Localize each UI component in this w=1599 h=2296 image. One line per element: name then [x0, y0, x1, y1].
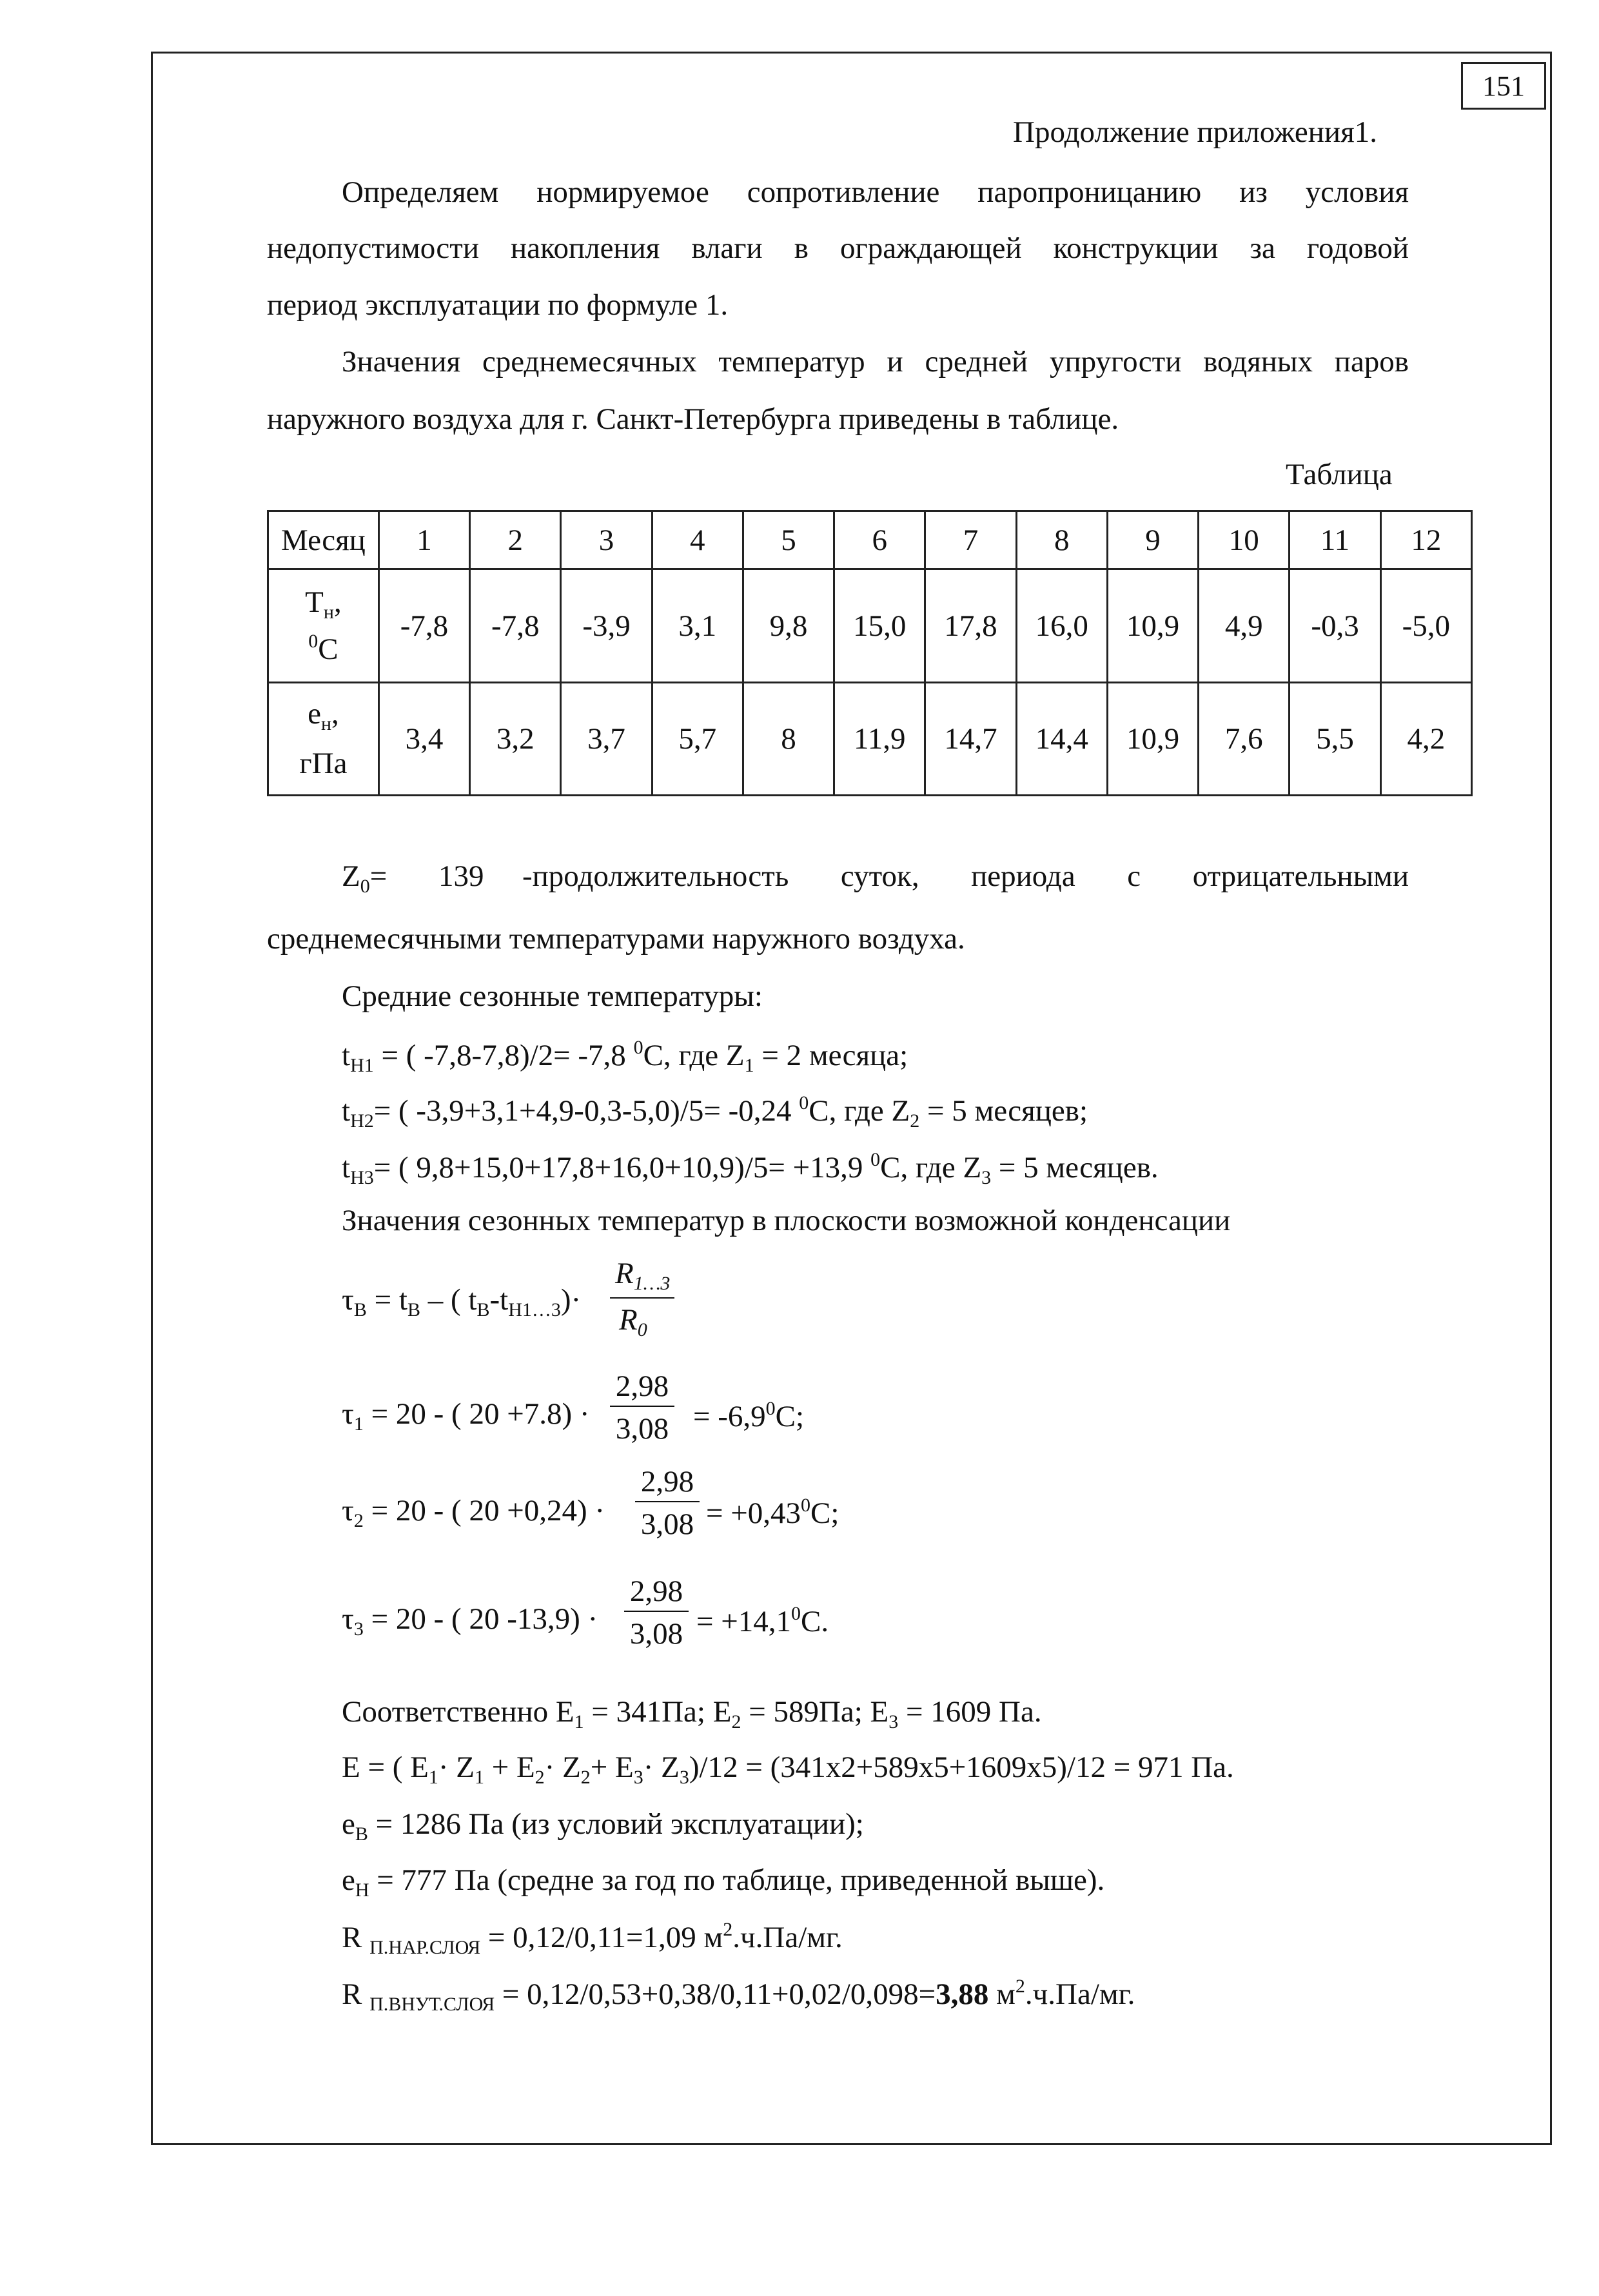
- para2-line1: Значения среднемесячных температур и средней упругости водяных паров: [342, 345, 1409, 378]
- temperature-cell: 9,8: [743, 569, 834, 683]
- temperature-cell: -7,8: [378, 569, 469, 683]
- month-cell: 10: [1199, 511, 1290, 569]
- temperature-cell: -3,9: [561, 569, 652, 683]
- month-cell: 4: [652, 511, 743, 569]
- vapor-pressure-cell: 5,5: [1290, 683, 1380, 796]
- tau2-result: = $+0,43^0С$;: [706, 1495, 839, 1530]
- climate-table: [267, 510, 1473, 796]
- month-cell: 3: [561, 511, 652, 569]
- tau1-fraction: 2,98 3,08: [610, 1371, 674, 1449]
- month-cell: 8: [1016, 511, 1107, 569]
- temperature-cell: 4,9: [1199, 569, 1290, 683]
- vapor-pressure-cell: 11,9: [834, 683, 925, 796]
- page-number: 151: [1461, 62, 1546, 110]
- month-cell: 5: [743, 511, 834, 569]
- tau2-expression: $\tau_2 = 20$ - ( 20 +0,24) ·: [342, 1494, 605, 1531]
- temperature-cell: -5,0: [1380, 569, 1471, 683]
- tau3-expression: $\tau_3 = 20$ - ( 20 -13,9) ·: [342, 1602, 598, 1640]
- outer-vapor-pressure: $е_Н = 777$ Па (средне за год по таблице, приведенной выше).: [342, 1863, 1105, 1901]
- fraction-bar: [635, 1501, 700, 1502]
- fraction-bar: [610, 1297, 674, 1299]
- saturation-pressures: Соответственно $E_1 = 341Па$; $E_2 = 589Па$; $E_3 = 1609$ Па.: [342, 1695, 1042, 1732]
- temperature-cell: 15,0: [834, 569, 925, 683]
- para2-line2: наружного воздуха для г. Санкт-Петербурга приведены в таблице.: [267, 402, 1119, 436]
- mean-saturation-pressure: E = ( $E_1\cdot Z_1 + E_2\cdot Z_2+ E_3\cdot Z_3)/12 = (341x2+589x5+1609x5)/12 = 971$ Па.: [342, 1751, 1234, 1788]
- vapor-pressure-cell: 3,2: [470, 683, 561, 796]
- table-caption: Таблица: [1286, 458, 1393, 491]
- vapor-pressure-cell: 8: [743, 683, 834, 796]
- fraction-bar: [624, 1611, 689, 1612]
- fraction-bar: [610, 1406, 674, 1407]
- general-formula-lhs: $\tau_В = t_В$ – ( $t_В-t_{Н1\dots 3})\cdot$: [342, 1283, 582, 1320]
- para1-line1: Определяем нормируемое сопротивление паропроницанию из условия: [342, 175, 1409, 209]
- season-temp-2: $t_{Н2}=$ ( -3,9+3,1+4,9-0,3-5,0)/5= -0,24 $^0$С, где $Z_2 = 5$ месяцев;: [342, 1092, 1088, 1132]
- month-cell: 2: [470, 511, 561, 569]
- para1-line2: недопустимости накопления влаги в ограждающей конструкции за годовой: [267, 231, 1409, 265]
- z0-value: 139: [438, 859, 484, 893]
- temperature-cell: 3,1: [652, 569, 743, 683]
- vapor-pressure-cell: 10,9: [1107, 683, 1198, 796]
- appendix-header: Продолжение приложения1.: [1013, 115, 1377, 149]
- season-temp-1: $t_{Н1}$ = ( -7,8-7,8)/2= -7,8 $^0$С, где $Z_1 = 2$ месяца;: [342, 1037, 908, 1076]
- temperature-header: $Т_н$, $^0$С: [268, 569, 379, 683]
- outer-layer-resistance: R $_{П.НАР.СЛОЯ}$ = 0,12/0,11=1,09 $м^2.ч.Па/мг$.: [342, 1919, 843, 1958]
- z0-description: -продолжительность суток, периода с отрицательными: [522, 859, 1409, 893]
- vapor-pressure-cell: 4,2: [1380, 683, 1471, 796]
- para1-line3: период эксплуатации по формуле 1.: [267, 288, 729, 322]
- condensation-title: Значения сезонных температур в плоскости возможной конденсации: [342, 1204, 1231, 1237]
- temperature-cell: 10,9: [1107, 569, 1198, 683]
- inner-vapor-pressure: $е_В = 1286$ Па (из условий эксплуатации);: [342, 1807, 864, 1845]
- seasonal-title: Средние сезонные температуры:: [342, 979, 763, 1013]
- temperature-cell: 16,0: [1016, 569, 1107, 683]
- month-cell: 9: [1107, 511, 1198, 569]
- tau1-expression: $\tau_1 = 20$ - ( 20 +7.8) ·: [342, 1397, 590, 1435]
- table-row: [268, 511, 1472, 569]
- temperature-cell: -7,8: [470, 569, 561, 683]
- vapor-pressure-cell: 14,4: [1016, 683, 1107, 796]
- tau3-fraction: 2,98 3,08: [624, 1576, 689, 1654]
- temperature-cell: -0,3: [1290, 569, 1380, 683]
- season-temp-3: $t_{Н3}=$ ( 9,8+15,0+17,8+16,0+10,9)/5= +13,9 $^0$С, где $Z_3 = 5$ месяцев.: [342, 1149, 1159, 1188]
- month-cell: 12: [1380, 511, 1471, 569]
- inner-layer-resistance: R $_{П.ВНУТ.СЛОЯ}$ = 0,12/0,53+0,38/0,11+0,02/0,098=3,88 $м^2.ч.Па/мг$.: [342, 1976, 1135, 2015]
- z0-line2: среднемесячными температурами наружного воздуха.: [267, 922, 965, 956]
- vapor-pressure-header: $е_н$, гПа: [268, 683, 379, 796]
- month-cell: 7: [925, 511, 1016, 569]
- z0-symbol: $Z_0=$: [342, 859, 387, 897]
- tau1-result: = $-6,9^0С$;: [693, 1398, 805, 1433]
- general-formula-fraction: $R_{1\dots 3}$ $R_0$: [610, 1259, 674, 1342]
- table-row: [268, 683, 1472, 796]
- vapor-pressure-cell: 5,7: [652, 683, 743, 796]
- month-cell: 11: [1290, 511, 1380, 569]
- table-row: [268, 569, 1472, 683]
- month-cell: 1: [378, 511, 469, 569]
- vapor-pressure-cell: 14,7: [925, 683, 1016, 796]
- vapor-pressure-cell: 3,4: [378, 683, 469, 796]
- month-header: Месяц: [268, 511, 379, 569]
- vapor-pressure-cell: 7,6: [1199, 683, 1290, 796]
- temperature-cell: 17,8: [925, 569, 1016, 683]
- tau3-result: = $+14,1^0С$.: [696, 1603, 829, 1638]
- month-cell: 6: [834, 511, 925, 569]
- vapor-pressure-cell: 3,7: [561, 683, 652, 796]
- tau2-fraction: 2,98 3,08: [635, 1467, 700, 1544]
